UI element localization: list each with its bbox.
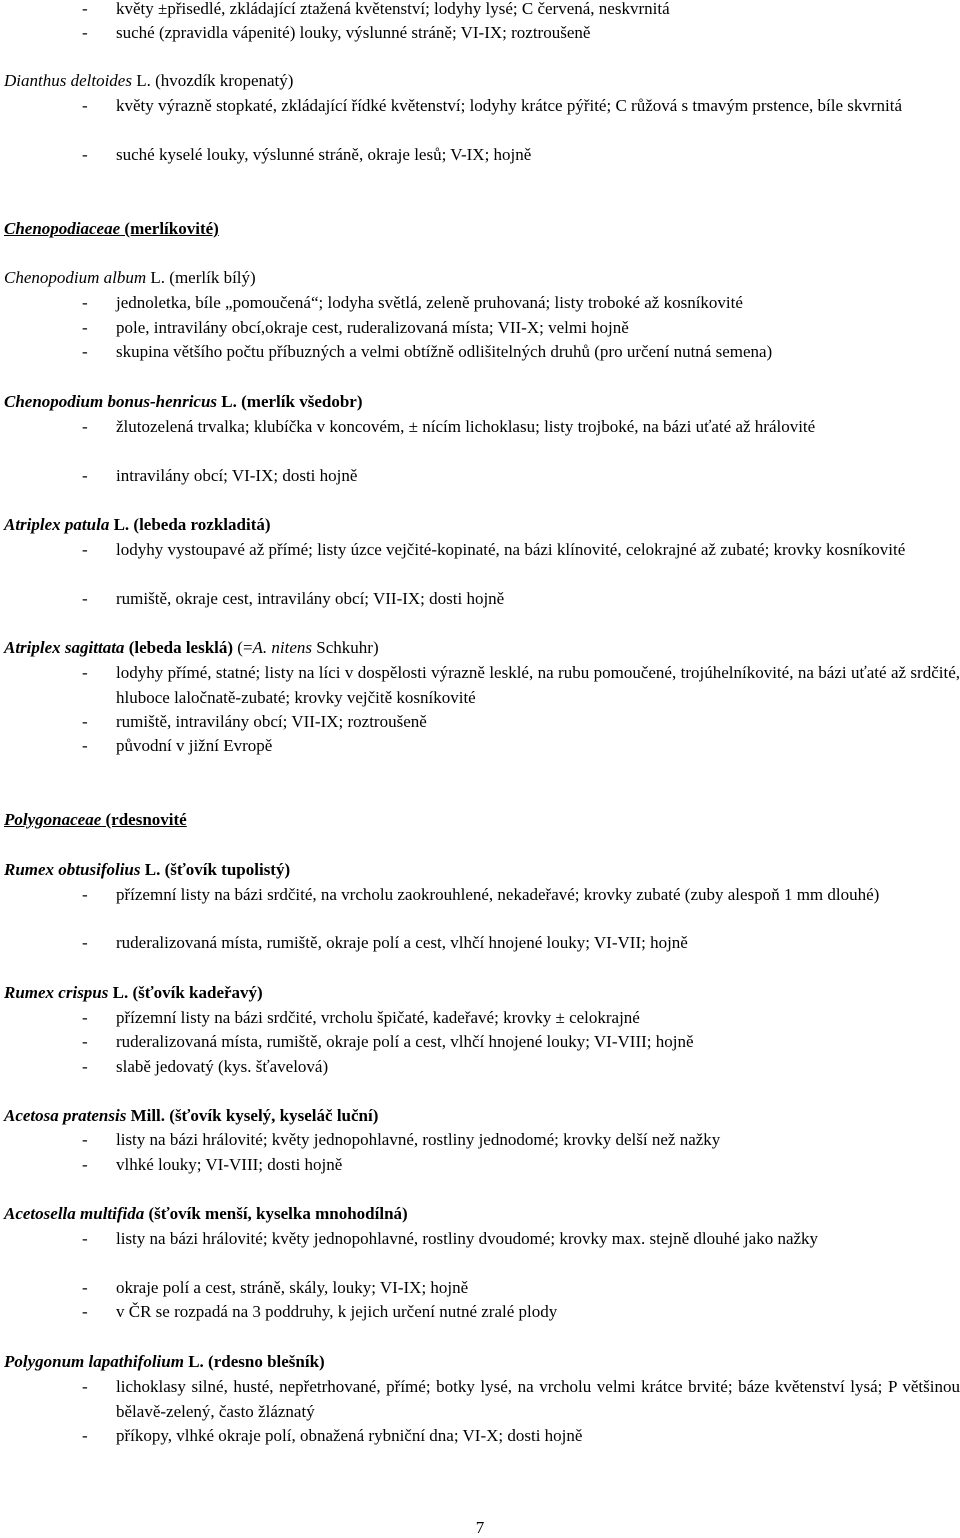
- species-author: Mill.: [126, 1106, 166, 1125]
- species-name: Acetosella multifida: [4, 1204, 145, 1223]
- list-item: - přízemní listy na bázi srdčité, na vrcholu zaokrouhlené, nekadeřavé; krovky zubaté (zuby alespoň 1 mm dlouhé): [82, 883, 960, 908]
- list-item: - ruderalizovaná místa, rumiště, okraje polí a cest, vlhčí hnojené louky; VI-VIII; hojně: [82, 1030, 960, 1055]
- species-name: Rumex crispus: [4, 983, 109, 1002]
- species-name: Atriplex sagittata: [4, 638, 125, 657]
- species-heading-atriplex-sagittata: [4, 636, 954, 660]
- list-item: - květy ±přisedlé, zkládající ztažená květenství; lodyhy lysé; C červená, neskvrnitá: [82, 0, 960, 22]
- synonym-prefix: (=: [233, 638, 253, 657]
- species-czech-name: (hvozdík kropenatý): [150, 71, 294, 90]
- list-item: - suché kyselé louky, výslunné stráně, okraje lesů; V-IX; hojně: [82, 143, 960, 168]
- list-item: - rumiště, okraje cest, intravilány obcí; VII-IX; dosti hojně: [82, 587, 960, 612]
- species-heading-chenopodium-album: [4, 266, 954, 290]
- list-item: - pole, intravilány obcí,okraje cest, ruderalizovaná místa; VII-X; velmi hojně: [82, 316, 960, 341]
- list-item: - lodyhy vystoupavé až přímé; listy úzce vejčité-kopinaté, na bázi klínovité, celokrajné až zubaté; krovky kosníkovité: [82, 538, 960, 563]
- list-item: - skupina většího počtu příbuzných a velmi obtížně odlišitelných druhů (pro určení nutná semena): [82, 340, 960, 365]
- list-item: - přízemní listy na bázi srdčité, vrcholu špičaté, kadeřavé; krovky ± celokrajné: [82, 1006, 960, 1031]
- family-name: Chenopodiaceae: [4, 219, 121, 238]
- family-heading-polygonaceae: [4, 808, 187, 832]
- species-czech-name: (lebeda lesklá): [124, 638, 234, 657]
- list-item: - slabě jedovatý (kys. šťavelová): [82, 1055, 960, 1080]
- species-author: L.: [109, 515, 130, 534]
- species-heading-acetosa-pratensis: [4, 1104, 954, 1128]
- list-item: - rumiště, intravilány obcí; VII-IX; roztroušeně: [82, 710, 960, 735]
- list-item: - listy na bázi hrálovité; květy jednopohlavné, rostliny dvoudomé; krovky max. stejně dlouhé jako nažky: [82, 1227, 960, 1252]
- list-item: - květy výrazně stopkaté, zkládající řídké květenství; lodyhy krátce pýřité; C růžová s tmavým prstence, bíle skvrnitá: [82, 94, 960, 119]
- species-czech-name: (šťovík kadeřavý): [128, 983, 263, 1002]
- species-author: L.: [131, 71, 151, 90]
- species-czech-name: (šťovík kyselý, kyseláč luční): [165, 1106, 379, 1125]
- species-name: Chenopodium bonus-henricus: [4, 392, 218, 411]
- species-author: L.: [146, 268, 166, 287]
- species-name: Atriplex patula: [4, 515, 110, 534]
- species-author: L.: [183, 1352, 204, 1371]
- species-heading-polygonum-lapathifolium: [4, 1350, 954, 1374]
- family-czech-name: (rdesnovité: [101, 810, 187, 829]
- family-name: Polygonaceae: [4, 810, 102, 829]
- species-name: Chenopodium album: [4, 268, 147, 287]
- species-czech-name: (lebeda rozkladitá): [129, 515, 271, 534]
- species-heading-dianthus: [4, 69, 954, 93]
- list-item: - lodyhy přímé, statné; listy na líci v dospělosti výrazně lesklé, na rubu pomoučené, trojúhelníkovité, na bázi uťaté až srdčité, hluboce laločnatě-zubaté; krovky vejčitě kosníkovité: [82, 661, 960, 710]
- family-heading-chenopodiaceae: [4, 217, 219, 241]
- page-number: 7: [475, 1518, 485, 1537]
- species-name: Polygonum lapathifolium: [4, 1352, 184, 1371]
- list-item: - intravilány obcí; VI-IX; dosti hojně: [82, 464, 960, 489]
- species-heading-atriplex-patula: [4, 513, 954, 537]
- species-heading-rumex-crispus: [4, 981, 954, 1005]
- species-heading-chenopodium-bonus-henricus: [4, 390, 954, 414]
- species-name: Rumex obtusifolius: [4, 860, 141, 879]
- list-item: - ruderalizovaná místa, rumiště, okraje polí a cest, vlhčí hnojené louky; VI-VII; hojně: [82, 931, 960, 956]
- family-czech-name: (merlíkovité): [120, 219, 219, 238]
- species-czech-name: (rdesno blešník): [203, 1352, 325, 1371]
- list-item: - lichoklasy silné, husté, nepřetrhované, přímé; botky lysé, na vrcholu velmi krátce brvité; báze květenství lysá; P většinou bělavě-zelený, často žláznatý: [82, 1375, 960, 1424]
- list-item: - listy na bázi hrálovité; květy jednopohlavné, rostliny jednodomé; krovky delší než nažky: [82, 1128, 960, 1153]
- synonym-name: A. nitens: [252, 638, 313, 657]
- species-heading-rumex-obtusifolius: [4, 858, 954, 882]
- species-czech-name: (šťovík menší, kyselka mnohodílná): [144, 1204, 408, 1223]
- species-author: L.: [140, 860, 161, 879]
- species-czech-name: (merlík všedobr): [236, 392, 363, 411]
- list-item: - jednoletka, bíle „pomoučená“; lodyha světlá, zeleně pruhovaná; listy troboké až kosníkovité: [82, 291, 960, 316]
- synonym-author: Schkuhr): [312, 638, 379, 657]
- species-heading-acetosella-multifida: [4, 1202, 954, 1226]
- list-item: - suché (zpravidla vápenité) louky, výslunné stráně; VI-IX; roztroušeně: [82, 21, 960, 46]
- list-item: - příkopy, vlhké okraje polí, obnažená rybniční dna; VI-X; dosti hojně: [82, 1424, 960, 1449]
- list-item: - v ČR se rozpadá na 3 poddruhy, k jejich určení nutné zralé plody: [82, 1300, 960, 1325]
- species-name: Acetosa pratensis: [4, 1106, 127, 1125]
- list-item: - původní v jižní Evropě: [82, 734, 960, 759]
- species-author: L.: [217, 392, 237, 411]
- list-item: - vlhké louky; VI-VIII; dosti hojně: [82, 1153, 960, 1178]
- list-item: - žlutozelená trvalka; klubíčka v koncovém, ± nícím lichoklasu; listy trojboké, na bázi uťaté až hrálovité: [82, 415, 960, 440]
- species-name: Dianthus deltoides: [4, 71, 132, 90]
- species-author: L.: [108, 983, 129, 1002]
- species-czech-name: (šťovík tupolistý): [160, 860, 291, 879]
- species-czech-name: (merlík bílý): [165, 268, 256, 287]
- list-item: - okraje polí a cest, stráně, skály, louky; VI-IX; hojně: [82, 1276, 960, 1301]
